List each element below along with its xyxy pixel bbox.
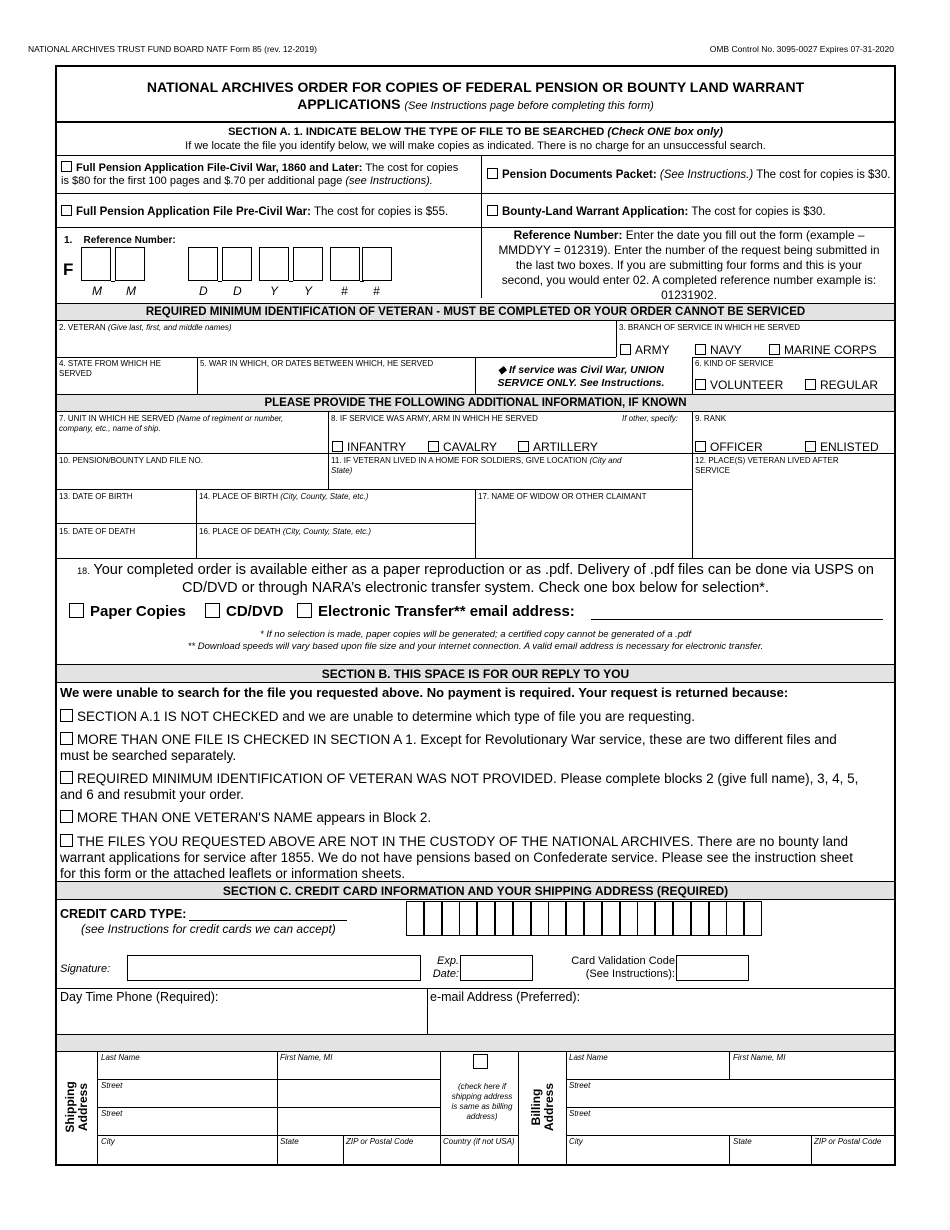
reference-slot-letter: D	[199, 284, 208, 298]
reference-slot-letter: M	[126, 284, 136, 298]
exp-date-field[interactable]	[460, 955, 533, 981]
field-13-birth-date: 13. DATE OF BIRTH	[59, 492, 133, 501]
checkbox-paper-copies[interactable]	[69, 603, 84, 618]
option-navy[interactable]: NAVY	[695, 343, 742, 357]
section-c-heading: SECTION C. CREDIT CARD INFORMATION AND YOUR SHIPPING ADDRESS (REQUIRED)	[222, 884, 729, 898]
bill-last-name-label: Last Name	[569, 1053, 608, 1062]
option-artillery[interactable]: ARTILLERY	[518, 440, 598, 454]
ship-city-label: City	[101, 1137, 115, 1146]
option-bounty-land-warrant[interactable]: Bounty-Land Warrant Application: The cost for copies is $30.	[487, 205, 826, 218]
credit-card-digit-box[interactable]	[744, 901, 762, 936]
checkbox-bounty-land-warrant[interactable]	[487, 205, 498, 216]
reference-digit-box[interactable]	[222, 247, 252, 281]
credit-card-digit-box[interactable]	[655, 901, 673, 936]
reference-number-label: 1. Reference Number:	[64, 235, 176, 246]
signature-field[interactable]	[127, 955, 421, 981]
ship-first-name-label: First Name, MI	[280, 1053, 333, 1062]
ship-country-label: Country (if not USA)	[443, 1137, 515, 1146]
checkbox-full-pension-pre-civil-war[interactable]	[61, 205, 72, 216]
bill-state-label: State	[733, 1137, 752, 1146]
reference-slot-letter: #	[373, 284, 380, 298]
reason-not-in-custody[interactable]: THE FILES YOU REQUESTED ABOVE ARE NOT IN THE CUSTODY OF THE NATIONAL ARCHIVES. There are no bounty land warrant applications for service after 1855. We do not have pensions based on Confederate service. Please see the instruction sheet for this form or the attached leaflets or information sheets.	[60, 834, 853, 881]
field-11-soldiers-home: 11. IF VETERAN LIVED IN A HOME FOR SOLDIERS, GIVE LOCATION (City and State)	[331, 456, 622, 475]
ship-zip-label: ZIP or Postal Code	[346, 1137, 414, 1146]
section-b-intro: We were unable to search for the file you requested above. No payment is required. Your request is returned because:	[60, 685, 789, 700]
reference-digit-box[interactable]	[188, 247, 218, 281]
exp-date-label: Exp. Date:	[432, 955, 459, 980]
credit-card-type-line[interactable]	[189, 920, 347, 921]
option-cavalry[interactable]: CAVALRY	[428, 440, 497, 454]
checkbox-reason-3[interactable]	[60, 771, 73, 784]
option-paper-copies[interactable]: Paper Copies	[69, 603, 186, 620]
reference-digit-box[interactable]	[362, 247, 392, 281]
delivery-text-line2: CD/DVD or through NARA’s electronic transfer system. Check one box below for selection*.	[182, 580, 769, 596]
reference-digit-box[interactable]	[115, 247, 145, 281]
billing-address-label: Billing Address	[529, 1082, 556, 1132]
additional-info-heading: PLEASE PROVIDE THE FOLLOWING ADDITIONAL INFORMATION, IF KNOWN	[264, 397, 687, 409]
reference-slot-letter: #	[341, 284, 348, 298]
checkbox-cd-dvd[interactable]	[205, 603, 220, 618]
reference-digit-box[interactable]	[259, 247, 289, 281]
field-15-death-date: 15. DATE OF DEATH	[59, 527, 136, 536]
credit-card-digit-box[interactable]	[620, 901, 638, 936]
field-8-other-specify: If other, specify:	[622, 414, 679, 423]
section-a-subheading: If we locate the file you identify below, we will make copies as indicated. There is no charge for an unsuccessful search.	[185, 140, 766, 152]
reference-number-help: Reference Number: Enter the date you fill out the form (example – MMDDYY = 012319). Enter the number of the request being submitted in the last two boxes. If you are submitting four forms and this is your second, you would enter 02. A completed reference number example is: 01231902.	[498, 228, 880, 302]
checkbox-marine-corps[interactable]	[769, 344, 780, 355]
checkbox-officer[interactable]	[695, 441, 706, 452]
field-2-veteran: 2. VETERAN (Give last, first, and middle names)	[59, 323, 232, 332]
delivery-note-1: * If no selection is made, paper copies will be generated; a certified copy cannot be generated of a .pdf	[260, 629, 691, 640]
email-address-line[interactable]	[591, 619, 883, 620]
reference-slot-letter: Y	[270, 284, 279, 298]
checkbox-electronic-transfer[interactable]	[297, 603, 312, 618]
credit-card-digit-box[interactable]	[709, 901, 727, 936]
reference-digit-box[interactable]	[330, 247, 360, 281]
field-4-state: 4. STATE FROM WHICH HE SERVED	[59, 359, 161, 378]
omb-control: OMB Control No. 3095-0027 Expires 07-31-2020	[709, 44, 894, 54]
field-6-kind: 6. KIND OF SERVICE	[695, 359, 774, 368]
delivery-text-line1: 18. Your completed order is available either as a paper reproduction or as .pdf. Delivery of .pdf files can be done via USPS on	[77, 562, 874, 578]
credit-card-digit-box[interactable]	[548, 901, 566, 936]
section-b-heading: SECTION B. THIS SPACE IS FOR OUR REPLY TO YOU	[321, 667, 630, 681]
checkbox-volunteer[interactable]	[695, 379, 706, 390]
reference-prefix: F	[63, 260, 74, 279]
checkbox-reason-4[interactable]	[60, 810, 73, 823]
field-10-file-no: 10. PENSION/BOUNTY LAND FILE NO.	[59, 456, 203, 465]
reference-slot-letter: Y	[304, 284, 313, 298]
field-17-widow: 17. NAME OF WIDOW OR OTHER CLAIMANT	[478, 492, 647, 501]
credit-card-digit-box[interactable]	[477, 901, 495, 936]
bill-city-label: City	[569, 1137, 583, 1146]
phone-label: Day Time Phone (Required):	[60, 990, 219, 1004]
ship-street-label-2: Street	[101, 1109, 123, 1118]
option-volunteer[interactable]: VOLUNTEER	[695, 378, 783, 392]
reason-more-than-one-file[interactable]: MORE THAN ONE FILE IS CHECKED IN SECTION A 1. Except for Revolutionary War service, these are two different files and must be searched separately.	[60, 732, 837, 763]
reason-section-a-not-checked[interactable]: SECTION A.1 IS NOT CHECKED and we are unable to determine which type of file you are requesting.	[60, 709, 695, 724]
credit-card-digit-box[interactable]	[424, 901, 442, 936]
field-12-places-lived: 12. PLACE(S) VETERAN LIVED AFTER SERVICE	[695, 456, 839, 475]
email-label: e-mail Address (Preferred):	[430, 990, 581, 1004]
field-14-birth-place: 14. PLACE OF BIRTH (City, County, State, etc.)	[199, 492, 369, 501]
credit-card-type-label: CREDIT CARD TYPE:	[60, 907, 187, 921]
checkbox-enlisted[interactable]	[805, 441, 816, 452]
credit-card-digit-box[interactable]	[584, 901, 602, 936]
option-infantry[interactable]: INFANTRY	[332, 440, 406, 454]
bill-street-label-2: Street	[569, 1109, 591, 1118]
civil-war-note: ◆ If service was Civil War, UNION SERVICE ONLY. See Instructions.	[497, 364, 665, 389]
reason-more-than-one-veteran[interactable]: MORE THAN ONE VETERAN'S NAME appears in Block 2.	[60, 810, 431, 825]
checkbox-artillery[interactable]	[518, 441, 529, 452]
cvc-label: Card Validation Code (See Instructions):	[571, 955, 675, 980]
delivery-note-2: ** Download speeds will vary based upon file size and your internet connection. A valid email address is necessary for electronic transfer.	[187, 641, 764, 652]
credit-card-digit-box[interactable]	[459, 901, 477, 936]
field-16-death-place: 16. PLACE OF DEATH (City, County, State, etc.)	[199, 527, 372, 536]
checkbox-army[interactable]	[620, 344, 631, 355]
same-as-billing-label: (check here if shipping address is same as billing address)	[451, 1082, 513, 1121]
option-officer[interactable]: OFFICER	[695, 440, 763, 454]
reason-id-not-provided[interactable]: REQUIRED MINIMUM IDENTIFICATION OF VETERAN WAS NOT PROVIDED. Please complete blocks 2 (give full name), 3, 4, 5, and 6 and resubmit your order.	[60, 771, 859, 802]
field-8-arm: 8. IF SERVICE WAS ARMY, ARM IN WHICH HE SERVED	[331, 414, 538, 423]
option-pension-documents-packet[interactable]: Pension Documents Packet: (See Instructions.) The cost for copies is $30.	[487, 168, 890, 181]
credit-card-digit-box[interactable]	[602, 901, 620, 936]
credit-card-digit-box[interactable]	[442, 901, 460, 936]
order-form	[55, 65, 896, 1166]
option-full-pension-civil-war-cost: is $80 for the first 100 pages and $.70 per additional page (see Instructions).	[61, 175, 433, 187]
credit-card-digit-box[interactable]	[691, 901, 709, 936]
shipping-address-label: Shipping Address	[63, 1081, 90, 1133]
reference-digit-box[interactable]	[293, 247, 323, 281]
option-full-pension-civil-war[interactable]: Full Pension Application File-Civil War, 1860 and Later: The cost for copies	[61, 161, 458, 174]
bill-street-label-1: Street	[569, 1081, 591, 1090]
checkbox-regular[interactable]	[805, 379, 816, 390]
bill-first-name-label: First Name, MI	[733, 1053, 786, 1062]
field-3-branch: 3. BRANCH OF SERVICE IN WHICH HE SERVED	[619, 323, 801, 332]
same-as-billing-checkbox[interactable]	[473, 1054, 488, 1069]
reference-slot-letter: M	[92, 284, 102, 298]
section-a-heading: SECTION A. 1. INDICATE BELOW THE TYPE OF FILE TO BE SEARCHED (Check ONE box only)	[228, 126, 723, 138]
checkbox-pension-documents-packet[interactable]	[487, 168, 498, 179]
bill-zip-label: ZIP or Postal Code	[814, 1137, 882, 1146]
checkbox-cavalry[interactable]	[428, 441, 439, 452]
signature-label: Signature:	[60, 963, 111, 975]
checkbox-reason-2[interactable]	[60, 732, 73, 745]
form-title-line1: NATIONAL ARCHIVES ORDER FOR COPIES OF FEDERAL PENSION OR BOUNTY LAND WARRANT	[146, 79, 805, 95]
reference-slot-letter: D	[233, 284, 242, 298]
credit-card-digit-box[interactable]	[673, 901, 691, 936]
option-army[interactable]: ARMY	[620, 343, 670, 357]
ship-street-label-1: Street	[101, 1081, 123, 1090]
option-electronic-transfer[interactable]: Electronic Transfer** email address:	[297, 603, 575, 620]
ship-last-name-label: Last Name	[101, 1053, 140, 1062]
checkbox-navy[interactable]	[695, 344, 706, 355]
checkbox-infantry[interactable]	[332, 441, 343, 452]
form-id: NATIONAL ARCHIVES TRUST FUND BOARD NATF Form 85 (rev. 12-2019)	[28, 44, 317, 54]
credit-card-digit-box[interactable]	[513, 901, 531, 936]
credit-card-digit-box[interactable]	[726, 901, 744, 936]
option-full-pension-pre-civil-war[interactable]: Full Pension Application File Pre-Civil War: The cost for copies is $55.	[61, 205, 448, 218]
checkbox-full-pension-civil-war[interactable]	[61, 161, 72, 172]
reference-digit-box[interactable]	[81, 247, 111, 281]
field-7-unit: 7. UNIT IN WHICH HE SERVED (Name of regiment or number, company, etc., name of ship.	[59, 414, 284, 433]
required-id-heading: REQUIRED MINIMUM IDENTIFICATION OF VETERAN - MUST BE COMPLETED OR YOUR ORDER CANNOT BE SERVICED	[145, 306, 806, 318]
field-5-war: 5. WAR IN WHICH, OR DATES BETWEEN WHICH, HE SERVED	[200, 359, 434, 368]
credit-card-digit-box[interactable]	[566, 901, 584, 936]
cvc-field[interactable]	[676, 955, 749, 981]
checkbox-reason-5[interactable]	[60, 834, 73, 847]
option-marine-corps[interactable]: MARINE CORPS	[769, 343, 877, 357]
credit-card-digit-box[interactable]	[406, 901, 424, 936]
form-title-line2: APPLICATIONS (See Instructions page before completing this form)	[297, 96, 654, 112]
option-cd-dvd[interactable]: CD/DVD	[205, 603, 284, 620]
option-enlisted[interactable]: ENLISTED	[805, 440, 879, 454]
option-regular[interactable]: REGULAR	[805, 378, 878, 392]
field-9-rank: 9. RANK	[695, 414, 727, 423]
credit-card-digit-box[interactable]	[531, 901, 549, 936]
credit-card-digit-box[interactable]	[495, 901, 513, 936]
checkbox-reason-1[interactable]	[60, 709, 73, 722]
credit-card-digit-box[interactable]	[637, 901, 655, 936]
credit-card-help: (see Instructions for credit cards we can accept)	[81, 922, 336, 936]
ship-state-label: State	[280, 1137, 299, 1146]
